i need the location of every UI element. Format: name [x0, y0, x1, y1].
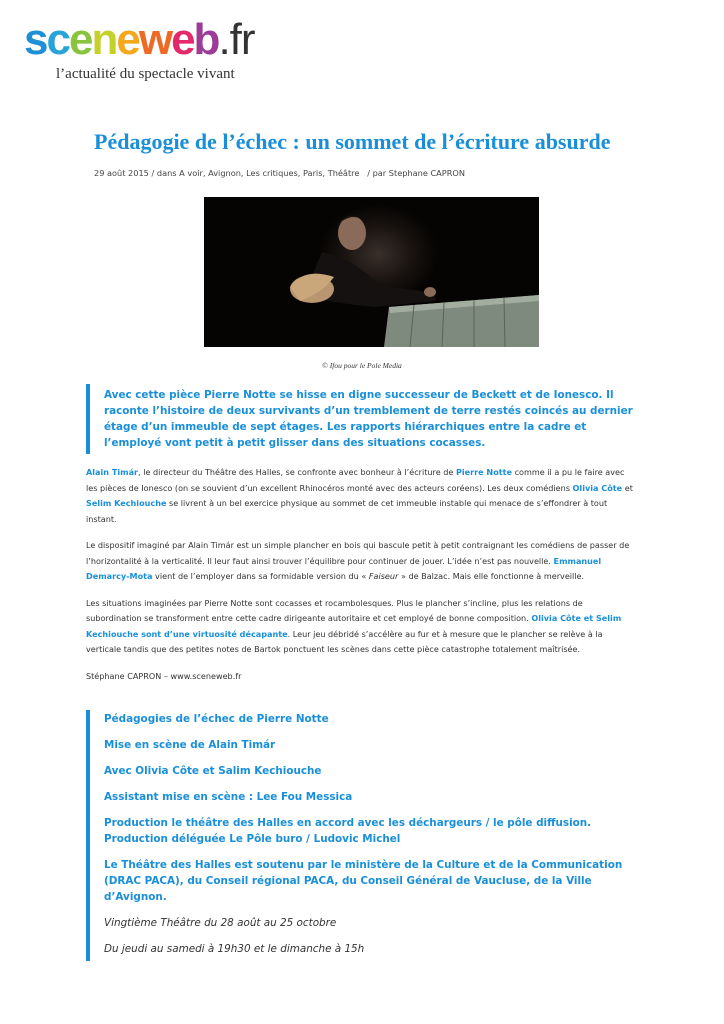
- credit-line: Assistant mise en scène : Lee Fou Messica: [104, 791, 353, 803]
- article-signature: Stéphane CAPRON – www.sceneweb.fr: [86, 670, 242, 681]
- category-link[interactable]: Avignon: [208, 168, 241, 178]
- logo-letter: e: [116, 15, 139, 64]
- credit-line: Production le théâtre des Halles en accord avec les déchargeurs / le pôle diffusion. Production déléguée Le Pôle buro / Ludovic Michel: [104, 817, 592, 845]
- person-link[interactable]: Emmanuel Demarcy-Mota: [86, 555, 602, 581]
- article-photo: [204, 197, 539, 347]
- highlighted-text: Olivia Côte et Selim Kechiouche sont d’une virtuosité décapante: [86, 613, 622, 639]
- logo-domain: .fr: [218, 15, 255, 64]
- schedule-line: Vingtième Théâtre du 28 août au 25 octobre: [104, 917, 337, 929]
- stage-photo-illustration: [204, 197, 539, 347]
- logo-letter: e: [68, 15, 92, 64]
- article-meta: 29 août 2015 / dans A voir, Avignon, Les critiques, Paris, Théâtre / par Stephane CAPRON: [94, 168, 465, 178]
- logo-wordmark[interactable]: [24, 15, 255, 64]
- lead-blockquote: [86, 384, 638, 454]
- paragraph: Alain Timár, le directeur du Théâtre des Halles, se confronte avec bonheur à l’écriture de Pierre Notte comme il a pu le faire avec les pièces de Ionesco (on se souvient d’un excellent Rhinocéros monté avec des acteurs coréens). Les deux comédiens Olivia Côte et Selim Kechiouche se livrent à un bel exercice physique au sommet de cet immeuble instable qui menace de s’effondrer à tout instant.: [86, 467, 633, 524]
- credits-blockquote: [86, 710, 638, 961]
- logo-letter: c: [46, 15, 69, 64]
- category-link[interactable]: A voir: [179, 168, 203, 178]
- logo-letter: s: [24, 15, 47, 64]
- person-link[interactable]: Selim Kechiouche: [86, 498, 167, 508]
- credit-line: Le Théâtre des Halles est soutenu par le ministère de la Culture et de la Communication (DRAC PACA), du Conseil régional PACA, du Conseil Général de Vaucluse, de la Ville d’Avignon.: [104, 859, 623, 903]
- paragraph: Les situations imaginées par Pierre Notte sont cocasses et rocambolesques. Plus le plancher s’incline, plus les relations de subordination se transforment entre cette cadre dirigeante autoritaire et cet employé de bonne composition. Olivia Côte et Selim Kechiouche sont d’une virtuosité décapante. Leur jeu débridé s’accélère au fur et à mesure que le plancher se relève à la verticale tandis que des petites notes de Bartok ponctuent les scènes dans cette pièce catastrophe totalement maîtrisée.: [86, 597, 622, 654]
- site-logo[interactable]: [24, 15, 255, 83]
- logo-letter: b: [193, 15, 219, 64]
- article: [86, 128, 638, 961]
- person-link[interactable]: Pierre Notte: [455, 467, 512, 477]
- lead-text: Avec cette pièce Pierre Notte se hisse en digne successeur de Beckett et de Ionesco. Il raconte l’histoire de deux survivants d’un tremblement de terre restés coincés au dernier étage d’un immeuble de sept étages. Les rapports hiérarchiques entre la cadre et l’employé vont petit à petit glisser dans des situations cocasses.: [104, 389, 633, 449]
- logo-letter: w: [138, 15, 172, 64]
- article-date: 29 août 2015: [94, 168, 149, 178]
- photo-caption: © Ifou pour le Pole Media: [322, 361, 402, 370]
- article-title: Pédagogie de l’échec : un sommet de l’écriture absurde: [94, 129, 611, 154]
- category-link[interactable]: Paris: [302, 168, 323, 178]
- schedule-line: Du jeudi au samedi à 19h30 et le dimanche à 15h: [104, 943, 365, 955]
- credit-line: Pédagogies de l’échec de Pierre Notte: [104, 713, 329, 725]
- logo-letter: n: [91, 15, 117, 64]
- by-label: par: [372, 168, 387, 178]
- person-link[interactable]: Alain Timár: [86, 467, 139, 477]
- logo-letter: e: [171, 15, 194, 64]
- credit-line: Avec Olivia Côte et Salim Kechiouche: [104, 765, 322, 777]
- category-link[interactable]: Les critiques: [246, 168, 298, 178]
- author-link[interactable]: Stephane CAPRON: [388, 168, 465, 178]
- in-label: dans: [156, 168, 177, 178]
- paragraph: Le dispositif imaginé par Alain Timár est un simple plancher en bois qui bascule petit à petit contraignant les comédiens de passer de l’horizontalité à la verticalité. Il leur faut ainsi trouver l’équilibre pour continuer de jouer. L’idée n’est pas nouvelle. Emmanuel Demarcy-Mota vient de l’employer dans sa formidable version du « Faiseur » de Balzac. Mais elle fonctionne à merveille.: [86, 540, 630, 581]
- person-link[interactable]: Olivia Côte: [572, 482, 623, 493]
- credit-line: Mise en scène de Alain Timár: [104, 739, 276, 751]
- category-link[interactable]: Théâtre: [327, 168, 360, 178]
- logo-tagline: l’actualité du spectacle vivant: [56, 66, 235, 82]
- article-body: [86, 465, 638, 684]
